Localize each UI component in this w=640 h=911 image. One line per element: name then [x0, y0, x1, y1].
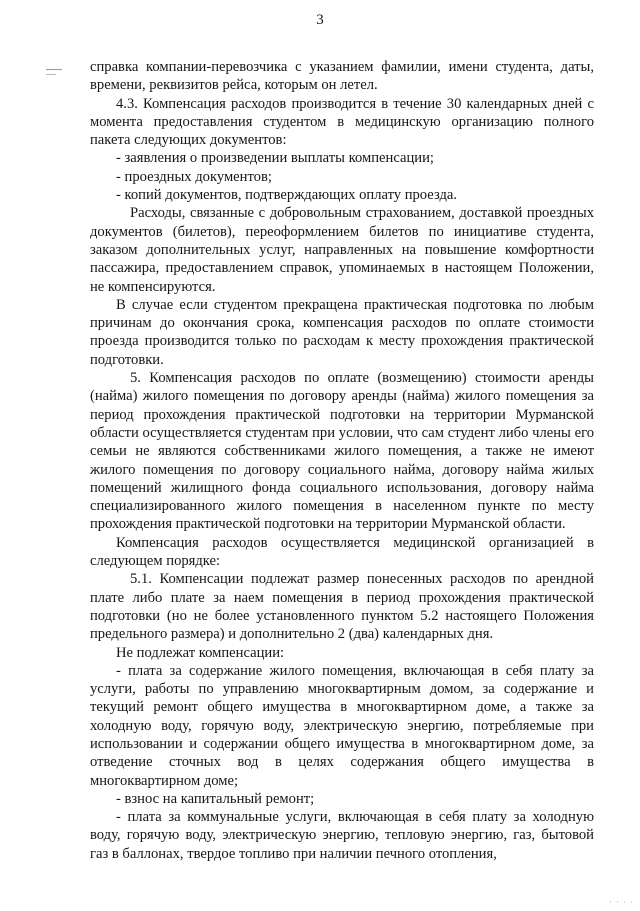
scan-margin-mark	[46, 69, 62, 70]
list-item: - проездных документов;	[116, 168, 272, 185]
paragraph-5: 5. Компенсация расходов по оплате (возмещению) стоимости аренды (найма) жилого помещения по договору аренды (найма) жилого помещения за период прохождения практической подготовки на территории Мурманской области осуществляется студентам при условии, что сам студент либо члены его семьи не являются собственниками жилого помещения, а также не имеют жилого помещения по договору социального найма, договору найма жилых помещений жилищного фонда социального использования, договору найма специализированного жилого помещения в населенном пункте по месту прохождения практической подготовки на территории Мурманской области.	[90, 370, 594, 533]
document-body	[90, 58, 594, 863]
list-item: - взнос на капитальный ремонт;	[116, 790, 315, 807]
paragraph-procedure: Компенсация расходов осуществляется медицинской организацией в следующем порядке:	[90, 534, 594, 570]
list-item: - плата за коммунальные услуги, включающая в себя плату за холодную воду, горячую воду, электрическую энергию, тепловую энергию, газ, бытовой газ в баллонах, твердое топливо при наличии печного отопления,	[90, 809, 594, 862]
paragraph-termination: В случае если студентом прекращена практическая подготовка по любым причинам до окончания срока, компенсация расходов по оплате стоимости проезда производится только по расходам к месту прохождения практической подготовки.	[90, 296, 594, 368]
list-item: - копий документов, подтверждающих оплату проезда.	[116, 187, 457, 204]
list-item: - заявления о произведении выплаты компенсации;	[116, 150, 434, 167]
paragraph-expenses: Расходы, связанные с добровольным страхованием, доставкой проездных документов (билетов), переоформлением билетов по инициативе студента, заказом дополнительных услуг, направленных на повышение комфортности пассажира, предоставлением справок, упоминаемых в настоящем Положении, не компенсируются.	[90, 205, 594, 295]
paragraph-5-1: 5.1. Компенсации подлежат размер понесенных расходов по арендной плате либо плате за наем помещения в период прохождения практической подготовки (но не более установленного пунктом 5.2 настоящего Положения предельного размера) и дополнительно 2 (два) календарных дня.	[90, 571, 594, 643]
page-number: 3	[316, 12, 324, 28]
list-item: - плата за содержание жилого помещения, включающая в себя плату за услуги, работы по управлению многоквартирным домом, за содержание и текущий ремонт общего имущества в многоквартирном доме, а также за холодную воду, горячую воду, электрическую энергию, потребляемые при использовании и содержании общего имущества в многоквартирном доме, за отведение сточных вод в целях содержания общего имущества в многоквартирном доме;	[90, 662, 594, 789]
paragraph-4-3: 4.3. Компенсация расходов производится в течение 30 календарных дней с момента предоставления студентом в медицинскую организацию полного пакета следующих документов:	[90, 95, 594, 149]
paragraph-continuation: справка компании-перевозчика с указанием фамилии, имени студента, даты, времени, реквизитов рейса, которым он летел.	[90, 59, 594, 94]
scan-artifact: · · · ·	[609, 898, 634, 907]
scan-margin-mark	[46, 74, 56, 75]
paragraph-not-compensated: Не подлежат компенсации:	[116, 644, 285, 661]
